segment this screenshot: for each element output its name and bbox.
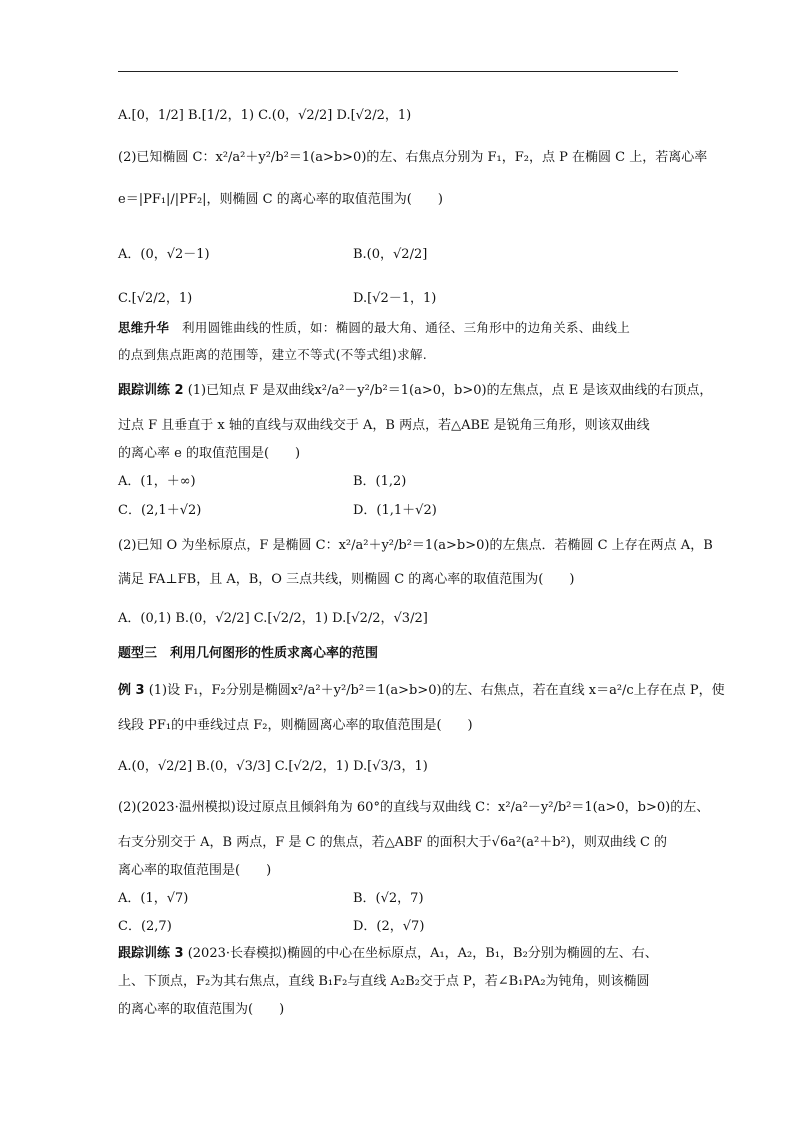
text-line — [353, 291, 436, 307]
line-text: 满足 FA⊥FB，且 A，B，O 三点共线，则椭圆 C 的离心率的取值范围为( ) — [118, 572, 575, 587]
line-text: 的离心率 e 的取值范围是( ) — [118, 446, 301, 461]
line-text: C.[√2/2，1) — [118, 291, 193, 306]
line-text: (2)已知椭圆 C：x²/a²＋y²/b²＝1(a>b>0)的左、右焦点分别为 F₁，F₂，点 P 在椭圆 C 上，若离心率 — [118, 150, 708, 165]
text-line — [118, 446, 300, 462]
line-text: 离心率的取值范围是( ) — [118, 863, 272, 878]
line-text: (1)已知点 F 是双曲线x²/a²－y²/b²＝1(a>0，b>0)的左焦点，点 E 是该双曲线的右顶点， — [183, 383, 713, 398]
line-text: (1)设 F₁，F₂分别是椭圆x²/a²＋y²/b²＝1(a>b>0)的左、右焦点，若在直线 x＝a²/c上存在点 P，使 — [144, 683, 725, 698]
line-text: 的离心率的取值范围为( ) — [118, 1002, 285, 1017]
text-line — [118, 611, 428, 627]
line-text: B．(√2，7) — [353, 891, 424, 906]
line-text: 的点到焦点距离的范围等，建立不等式(不等式组)求解. — [118, 347, 428, 362]
section-label: 思维升华 — [118, 320, 170, 335]
text-line — [118, 1002, 284, 1018]
section-label: 题型三 利用几何图形的性质求离心率的范围 — [118, 646, 379, 661]
line-text: (2)(2023·温州模拟)设过原点且倾斜角为 60°的直线与双曲线 C：x²/a²－y²/b²＝1(a>0，b>0)的左、 — [118, 800, 710, 815]
line-text: D.[√2－1，1) — [353, 291, 437, 306]
line-text: D．(2，√7) — [353, 919, 425, 934]
line-text: (2023·长春模拟)椭圆的中心在坐标原点，A₁，A₂，B₁，B₂分别为椭圆的左、右、 — [183, 946, 658, 961]
line-text: C．(2,1＋√2) — [118, 503, 202, 518]
line-text: D．(1,1＋√2) — [353, 503, 437, 518]
text-line — [118, 247, 210, 263]
text-line — [118, 863, 271, 879]
text-line — [118, 919, 172, 935]
section-label: 例 3 — [118, 683, 145, 698]
section-label: 跟踪训练 2 — [118, 383, 184, 398]
line-text: B.(0，√2/2] — [353, 247, 428, 262]
line-text: 利用圆锥曲线的性质，如：椭圆的最大角、通径、三角形中的边角关系、曲线上 — [169, 320, 631, 335]
text-line — [118, 718, 473, 734]
line-text: 右支分别交于 A，B 两点，F 是 C 的焦点，若△ABF 的面积大于√6a²(a²＋b²)，则双曲线 C 的 — [118, 835, 668, 850]
text-line — [118, 320, 630, 336]
text-line — [118, 192, 443, 208]
text-line — [118, 383, 712, 399]
text-line — [353, 247, 427, 263]
line-text: A．(1，＋∞) — [118, 474, 196, 489]
header-rule — [118, 71, 678, 72]
line-text: 线段 PF₁的中垂线过点 F₂，则椭圆离心率的取值范围是( ) — [118, 718, 473, 733]
text-line — [353, 919, 424, 935]
text-line — [118, 572, 574, 588]
text-line — [118, 538, 713, 554]
text-line — [118, 474, 196, 490]
line-text: A.(0，√2/2] B.(0，√3/3] C.[√2/2，1) D.[√3/3，1) — [118, 759, 428, 774]
text-line — [118, 418, 650, 434]
line-text: 过点 F 且垂直于 x 轴的直线与双曲线交于 A，B 两点，若△ABE 是锐角三角形，则该双曲线 — [118, 418, 650, 433]
text-line — [118, 800, 709, 816]
text-line — [118, 946, 658, 962]
text-line — [118, 150, 707, 166]
text-line — [353, 503, 437, 519]
section-label: 跟踪训练 3 — [118, 946, 184, 961]
line-text: A．(1，√7) — [118, 891, 189, 906]
text-line — [118, 646, 378, 662]
text-line — [118, 347, 427, 363]
line-text: A．(0，√2－1) — [118, 247, 210, 262]
line-text: e＝|PF₁|/|PF₂|，则椭圆 C 的离心率的取值范围为( ) — [118, 192, 443, 207]
text-line — [118, 683, 725, 699]
line-text: A．(0,1) B.(0，√2/2] C.[√2/2，1) D.[√2/2，√3/2] — [118, 611, 428, 626]
text-line — [118, 503, 201, 519]
text-line — [118, 108, 411, 124]
line-text: (2)已知 O 为坐标原点，F 是椭圆 C：x²/a²＋y²/b²＝1(a>b>0)的左焦点．若椭圆 C 上存在两点 A，B — [118, 538, 713, 553]
line-text: B．(1,2) — [353, 474, 407, 489]
text-line — [118, 835, 667, 851]
line-text: C．(2,7) — [118, 919, 172, 934]
text-line — [118, 974, 650, 990]
text-line — [118, 759, 428, 775]
line-text: A.[0，1/2] B.[1/2，1) C.(0，√2/2] D.[√2/2，1) — [118, 108, 412, 123]
line-text: 上、下顶点，F₂为其右焦点，直线 B₁F₂与直线 A₂B₂交于点 P，若∠B₁PA₂为钝角，则该椭圆 — [118, 974, 650, 989]
text-line — [353, 474, 406, 490]
text-line — [353, 891, 424, 907]
text-line — [118, 891, 188, 907]
text-line — [118, 291, 192, 307]
